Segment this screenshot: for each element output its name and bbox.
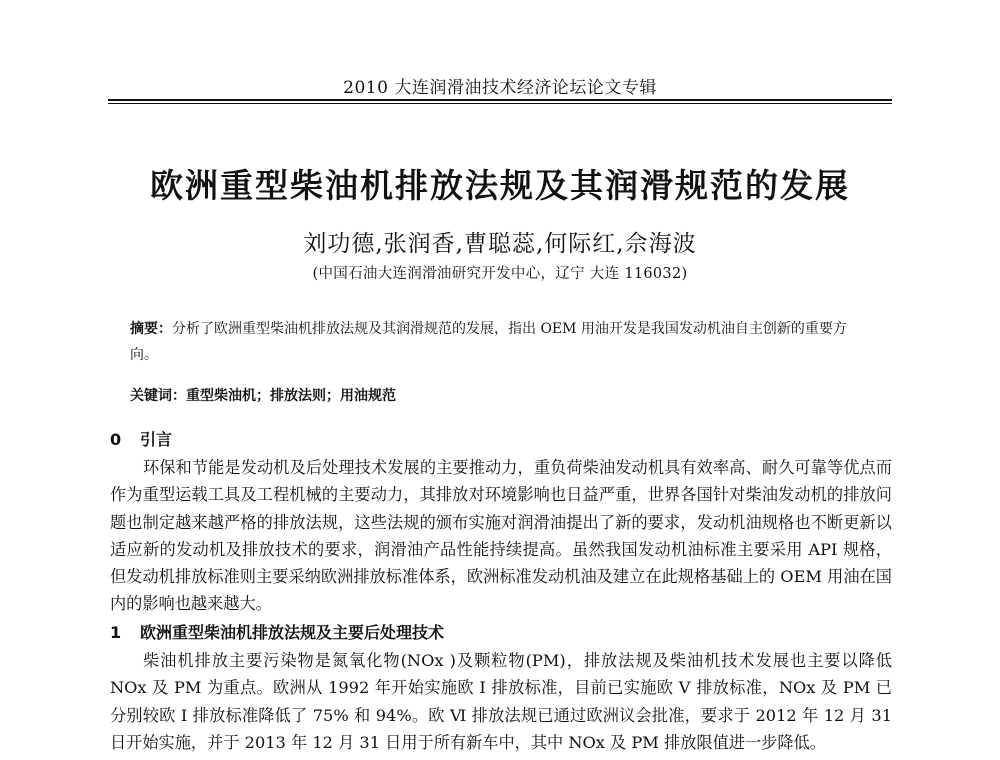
keywords-text: 重型柴油机；排放法则；用油规范 [186,388,396,404]
author-list: 刘功德,张润香,曹聪蕊,何际红,佘海波 [303,231,697,257]
section-title: 欧洲重型柴油机排放法规及主要后处理技术 [140,623,445,642]
paper-title: 欧洲重型柴油机排放法规及其润滑规范的发展 [150,166,850,205]
affiliation: (中国石油大连润滑油研究开发中心，辽宁 大连 116032) [312,266,688,282]
section-title: 引言 [140,430,173,449]
abstract-text: 分析了欧洲重型柴油机排放法规及其润滑规范的发展，指出 OEM 用油开发是我国发动机油自主创新的重要方向。 [130,321,847,363]
keywords-label: 关键词： [130,388,186,404]
section-heading-introduction [110,427,172,450]
abstract-label: 摘要： [130,321,172,337]
section-heading-emission-regulations [110,620,444,643]
emission-regulations-paragraph: 柴油机排放主要污染物是氮氧化物(NOx )及颗粒物(PM)，排放法规及柴油机技术发展也主要以降低 NOx 及 PM 为重点。欧洲从 1992 年开始实施欧 Ⅰ 排放标准，目前已实施欧 Ⅴ 排放标准，NOx 及 PM 已分别较欧 Ⅰ 排放标准降低了 75% 和 94%。欧 Ⅵ 排放法规已通过欧洲议会批准，要求于 2012 年 12 月 31 日开始实施，并于 2013 年 12 月 31 日用于所有新车中，其中 NOx 及 PM 排放限值进一步降低。 [110,651,892,752]
keywords [130,385,872,405]
header-rule-thin [108,103,892,104]
introduction-paragraph: 环保和节能是发动机及后处理技术发展的主要推动力，重负荷柴油发动机具有效率高、耐久可靠等优点而作为重型运载工具及工程机械的主要动力，其排放对环境影响也日益严重，世界各国针对柴油发动机的排放问题也制定越来越严格的排放法规，这些法规的颁布实施对润滑油提出了新的要求，发动机油规格也不断更新以适应新的发动机及排放技术的要求，润滑油产品性能持续提高。虽然我国发动机油标准主要采用 API 规格，但发动机排放标准则主要采纳欧洲排放标准体系，欧洲标准发动机油及建立在此规格基础上的 OEM 用油在国内的影响也越来越大。 [110,458,892,614]
running-head: 2010 大连润滑油技术经济论坛论文专辑 [343,78,657,98]
section-number: 1 [110,623,122,642]
section-number: 0 [110,430,122,449]
header-rule [108,99,892,101]
abstract [130,316,872,368]
